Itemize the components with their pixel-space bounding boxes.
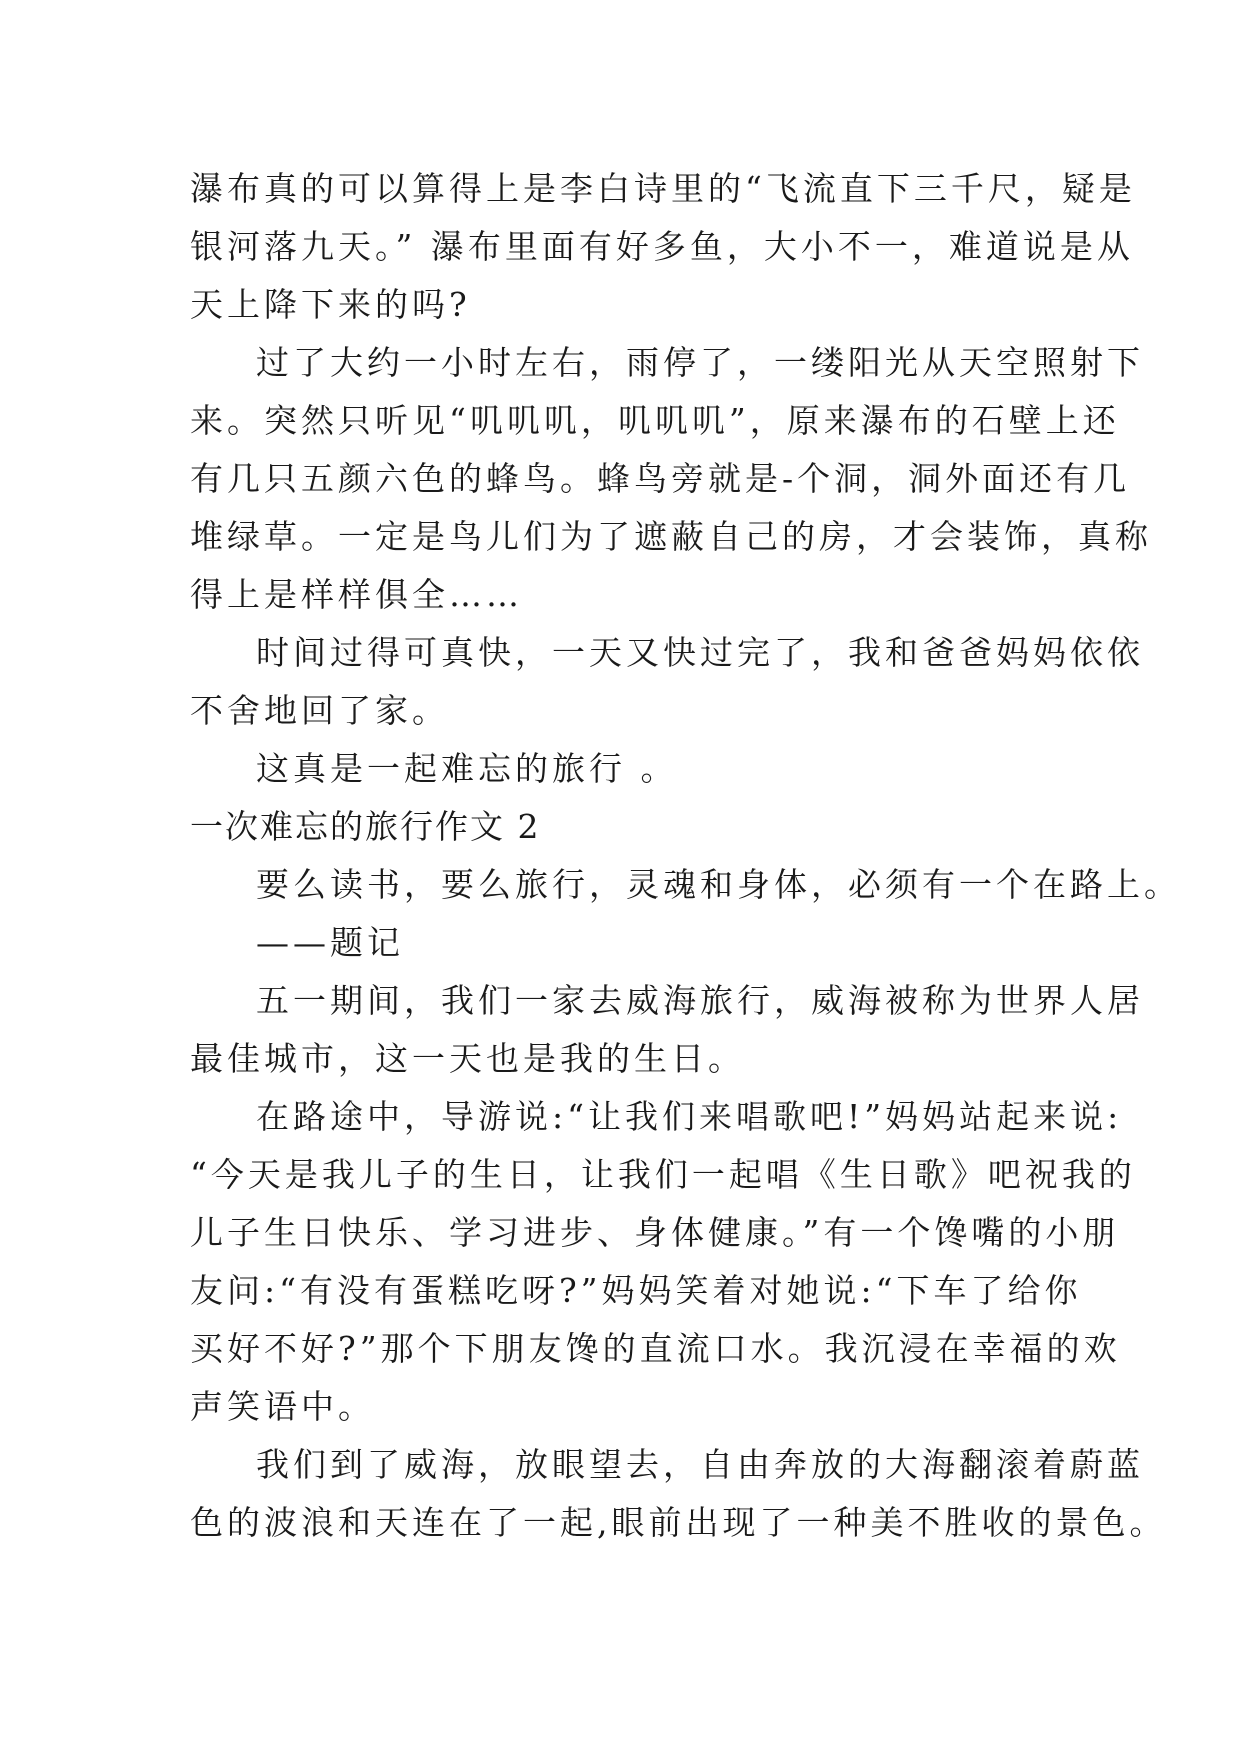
text-line: 这真是一起难忘的旅行 。: [256, 749, 678, 788]
text-line: 我们到了威海，放眼望去，自由奔放的大海翻滚着蔚蓝: [256, 1445, 1144, 1484]
text-line: 来。突然只听见“叽叽叽，叽叽叽”，原来瀑布的石壁上还: [190, 401, 1120, 440]
text-line: “今天是我儿子的生日，让我们一起唱《生日歌》吧祝我的: [190, 1155, 1136, 1194]
text-line: 儿子生日快乐、学习进步、身体健康。”有一个馋嘴的小朋: [190, 1213, 1120, 1252]
text-line: 声笑语中。: [190, 1387, 375, 1426]
text-line: 堆绿草。一定是鸟儿们为了遮蔽自己的房，才会装饰，真称: [190, 517, 1152, 556]
text-line: 买好不好?”那个下朋友馋的直流口水。我沉浸在幸福的欢: [190, 1329, 1121, 1368]
text-line: 瀑布真的可以算得上是李白诗里的“飞流直下三千尺，疑是: [190, 169, 1136, 208]
text-line: 最佳城市，这一天也是我的生日。: [190, 1039, 745, 1078]
text-line: 过了大约一小时左右，雨停了，一缕阳光从天空照射下: [256, 343, 1144, 382]
section-heading: 一次难忘的旅行作文 2: [190, 807, 541, 846]
text-line: 不舍地回了家。: [190, 691, 449, 730]
text-line: 友问:“有没有蛋糕吃呀?”妈妈笑着对她说:“下车了给你: [190, 1271, 1082, 1310]
text-line: 色的波浪和天连在了一起,眼前出现了一种美不胜收的景色。: [190, 1503, 1167, 1542]
text-line: 有几只五颜六色的蜂鸟。蜂鸟旁就是-个洞，洞外面还有几: [190, 459, 1131, 498]
epigraph-attribution: ——题记: [256, 923, 404, 962]
text-line: 银河落九天。” 瀑布里面有好多鱼，大小不一，难道说是从: [190, 227, 1134, 266]
text-line: 要么读书，要么旅行，灵魂和身体，必须有一个在路上。: [256, 865, 1181, 904]
text-line: 时间过得可真快，一天又快过完了，我和爸爸妈妈依依: [256, 633, 1144, 672]
text-line: 在路途中，导游说:“让我们来唱歌吧!”妈妈站起来说:: [256, 1097, 1123, 1136]
text-line: 天上降下来的吗?: [190, 285, 471, 324]
text-line: 五一期间，我们一家去威海旅行，威海被称为世界人居: [256, 981, 1144, 1020]
document-body: [190, 160, 1181, 1552]
text-line: 得上是样样俱全……: [190, 575, 523, 614]
